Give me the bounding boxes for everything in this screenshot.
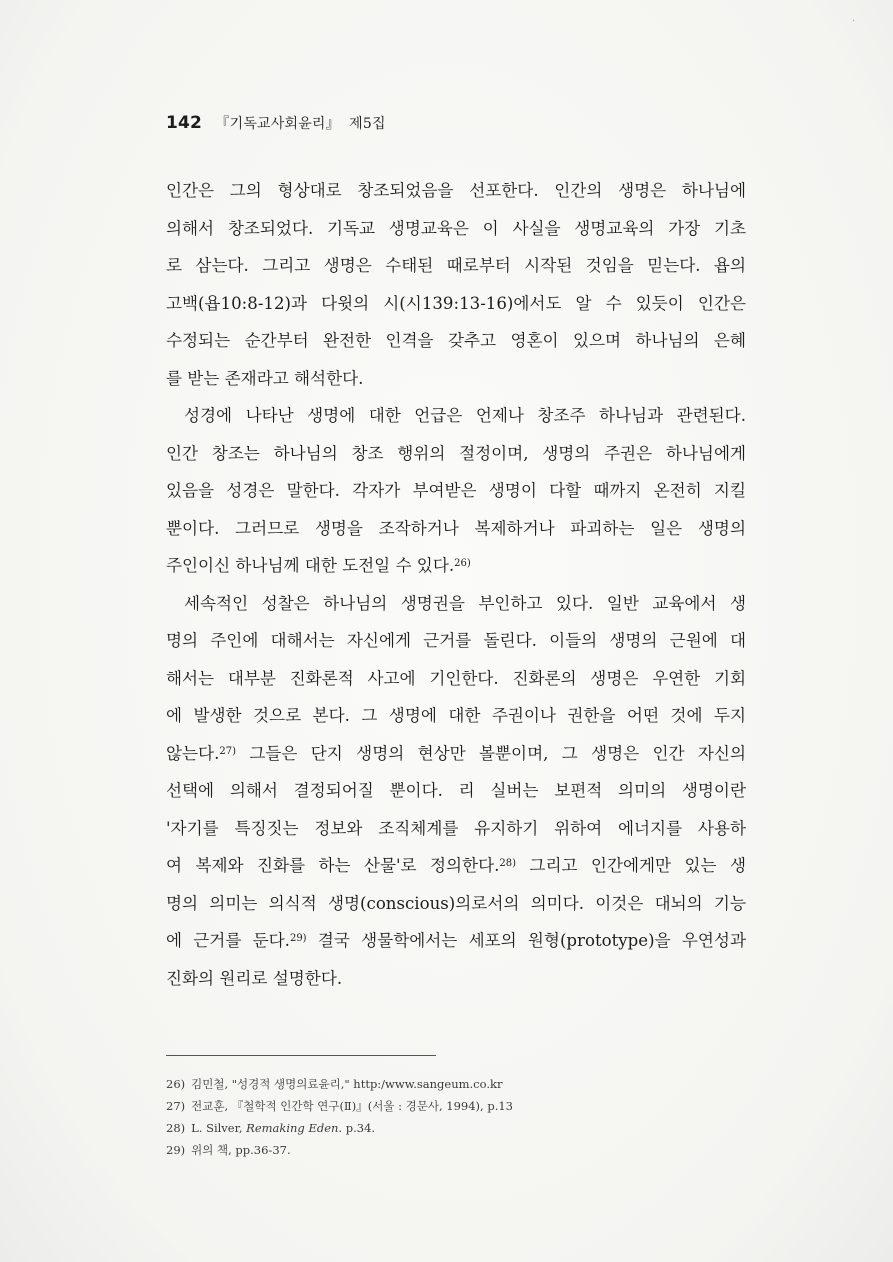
text-segment: 주인이신 하나님께 대한 도전일 수 있다.: [166, 556, 455, 575]
text-line: 인간은 그의 형상대로 창조되었음을 선포한다. 인간의 생명은 하나님에: [166, 181, 746, 200]
footnote-ref-29[interactable]: 29): [289, 933, 307, 944]
text-line: 세속적인 성찰은 하나님의 생명권을 부인하고 있다. 일반 교육에서 생: [184, 593, 746, 613]
text-line: 선택에 의해서 결정되어질 뿐이다. 리 실버는 보편적 의미의 생명이란: [166, 781, 746, 800]
text-line: 수정되는 순간부터 완전한 인격을 갖추고 영혼이 있으며 하나님의 은혜: [166, 331, 746, 350]
text-line: [166, 847, 746, 885]
footnote-ref-26[interactable]: 26): [454, 558, 471, 569]
text-line: 를 받는 존재라고 해석한다.: [166, 368, 364, 388]
text-line: 인간 창조는 하나님의 창조 행위의 절정이며, 생명의 주권은 하나님에게: [166, 443, 746, 463]
footnote-text: . p.34.: [338, 1121, 376, 1135]
page-number: 142: [166, 113, 203, 133]
text-line: [166, 922, 746, 960]
book-title: Remaking Eden: [246, 1121, 339, 1135]
text-line: 진화의 원리로 설명한다.: [166, 968, 343, 988]
issue-label: 제5집: [349, 116, 386, 132]
footnote-27: [166, 1095, 746, 1117]
text-line: 의해서 창조되었다. 기독교 생명교육은 이 사실을 생명교육의 가장 기초: [166, 218, 746, 238]
text-line: 해서는 대부분 진화론적 사고에 기인한다. 진화론의 생명은 우연한 기회: [166, 668, 746, 688]
footnote-26: [166, 1073, 746, 1095]
footnote-number: 26): [166, 1077, 186, 1091]
text-segment: 여 복제와 진화를 하는 산물'로 정의한다.: [166, 856, 500, 875]
footnote-text: L. Silver,: [191, 1121, 247, 1135]
footnote-29: [166, 1139, 746, 1161]
text-line: 있음을 성경은 말한다. 각자가 부여받은 생명이 다할 때까지 온전히 지킬: [166, 481, 746, 500]
text-line: 에 발생한 것으로 본다. 그 생명에 대한 주권이나 권한을 어떤 것에 두지: [166, 706, 746, 725]
text-line: '자기를 특징짓는 정보와 조직체계를 유지하기 위하여 에너지를 사용하: [166, 818, 746, 838]
footnote-ref-28[interactable]: 28): [499, 858, 517, 869]
text-segment: 결국 생물학에서는 세포의 원형(prototype)을 우연성과: [306, 931, 746, 950]
journal-title: 『기독교사회윤리』: [215, 116, 340, 132]
footnote-number: 29): [166, 1143, 186, 1157]
text-line: 성경에 나타난 생명에 대한 언급은 언제나 창조주 하나님과 관련된다.: [184, 406, 746, 425]
text-line: 고백(욥10:8-12)과 다윗의 시(시139:13-16)에서도 알 수 있듯이 인간은: [166, 293, 746, 313]
footnote-divider: [166, 1055, 436, 1056]
footnote-number: 28): [166, 1121, 186, 1135]
footnote-ref-27[interactable]: 27): [219, 745, 237, 757]
text-line: 로 삼는다. 그리고 생명은 수태된 때로부터 시작된 것임을 믿는다. 욥의: [166, 256, 746, 275]
footnote-28: [166, 1117, 746, 1139]
text-segment: 그들은 단지 생명의 현상만 볼뿐이며, 그 생명은 인간 자신의: [236, 743, 746, 763]
footnote-number: 27): [166, 1099, 186, 1113]
text-segment: 그리고 인간에게만 있는 생: [516, 856, 746, 875]
footnotes: [166, 1073, 746, 1161]
scan-mark: ·: [852, 16, 856, 27]
text-segment: 에 근거를 둔다.: [166, 931, 290, 950]
text-line: 뿐이다. 그러므로 생명을 조작하거나 복제하거나 파괴하는 일은 생명의: [166, 518, 746, 538]
text-line: 명의 주인에 대해서는 자신에게 근거를 돌린다. 이들의 생명의 근원에 대: [166, 631, 746, 650]
footnote-text: 전교훈, 『철학적 인간학 연구(Ⅱ)』(서울 : 경문사, 1994), p.13: [191, 1099, 513, 1113]
text-line: 명의 의미는 의식적 생명(conscious)의로서의 의미다. 이것은 대뇌의 기능: [166, 893, 746, 913]
text-line: [166, 735, 746, 773]
footnote-text: 위의 책, pp.36-37.: [191, 1143, 291, 1157]
running-header: [166, 113, 386, 133]
text-segment: 않는다.: [166, 743, 220, 763]
text-line: [166, 547, 746, 585]
body-text: [166, 172, 746, 997]
footnote-text: 김민철, "성경적 생명의료윤리," http:/www.sangeum.co.kr: [191, 1077, 503, 1091]
